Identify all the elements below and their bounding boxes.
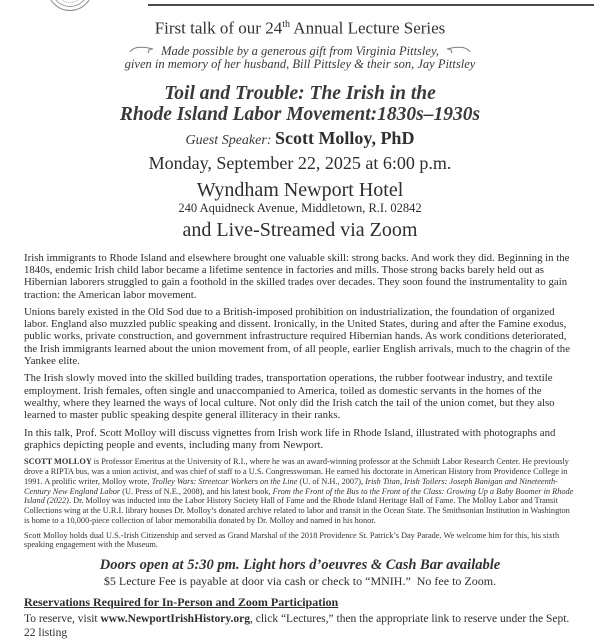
header-divider bbox=[148, 4, 594, 6]
doors-open-line: Doors open at 5:30 pm. Light hors d’oeuvres & Cash Bar available bbox=[99, 557, 501, 574]
reservations-heading: Reservations Required for In-Person and Zoom Participation bbox=[24, 595, 339, 610]
reservation-instructions: To reserve, visit www.NewportIrishHistory.org, click “Lectures,” then the appropriate link to reserve under the Sept. 22 listing bbox=[24, 613, 570, 640]
flourish-left-icon bbox=[129, 45, 155, 57]
guest-speaker-label: Guest Speaker: bbox=[185, 132, 275, 148]
lecture-fee-line: $5 Lecture Fee is payable at door via cash or check to “MNIH.” No fee to Zoom. bbox=[103, 574, 497, 589]
event-title-line-1: Toil and Trouble: The Irish in the bbox=[164, 82, 436, 104]
event-datetime: Monday, September 22, 2025 at 6:00 p.m. bbox=[148, 152, 452, 173]
flourish-right-icon bbox=[445, 45, 471, 57]
dedication-line-2: given in memory of her husband, Bill Pittsley & their son, Jay Pittsley bbox=[124, 57, 476, 72]
museum-seal-icon bbox=[46, 0, 94, 11]
event-title-line-2: Rhode Island Labor Movement:1830s–1930s bbox=[119, 104, 481, 126]
body-paragraph-3: The Irish slowly moved into the skilled building trades, transportation operations, the rubber footwear industry, and textile employment. Irish females, often single and unaccompanied to America, toiled as domestic servants in the homes of the wealthy, where they learned the ways of local culture. Not only did the Irish catch the tail of the union comet, but they also learned to master public speaking despite general illiteracy in their ranks. bbox=[24, 372, 555, 422]
dedication-text-1: Made possible by a generous gift from Virginia Pittsley, bbox=[161, 43, 439, 58]
venue-address: 240 Aquidneck Avenue, Middletown, R.I. 02842 bbox=[178, 200, 422, 215]
series-title: First talk of our 24th Annual Lecture Series bbox=[154, 18, 446, 38]
dedication-line-1 bbox=[24, 45, 576, 59]
speaker-bio: SCOTT MOLLOY is Professor Emeritus at the University of R.I., where he was an award-winning professor at the Schmidt Labor Research Center. He previously drove a RIPTA bus, was a union activist, and was chief of staff to a U.S. Congresswoman. He earned his doctorate in American History from Providence College in 1991. A prolific writer, Molloy wrote, Trolley Wars: Streetcar Workers on the Line (U. of N.H., 2007), Irish Titan, Irish Toilers: Joseph Banigan and Nineteenth-Century New England Labor (U. Press of N.E., 2008), and his latest book, From the Front of the Bus to the Front of the Class: Growing Up a Baby Boomer in Rhode Island (2022). Dr. Molloy was inducted into the Labor History Society Hall of Fame and the Rhode Island Heritage Hall of Fame. The Molloy Labor and Transit Collections wing at the U.R.I. library houses Dr. Molloy’s donated archive related to labor and transit in the Ocean State. The Smithsonian Institution in Washington is home to a 10,000-piece collection of labor memorabilia donated by Dr. Molloy and named in his honor. bbox=[24, 457, 574, 525]
guest-speaker-name: Scott Molloy, PhD bbox=[274, 127, 415, 148]
body-paragraph-1: Irish immigrants to Rhode Island and elsewhere brought one valuable skill: strong backs. And work they did. Beginning in the 1840s, endemic Irish child labor became a lifetime sentence in factories and mills. Those strong backs barely held out as Hibernian laborers struggled to gain a foothold in the skilled trades over decades. They soon found the instrumentality to gain traction: the American labor movement. bbox=[24, 251, 570, 301]
body-paragraph-4: In this talk, Prof. Scott Molloy will discuss vignettes from Irish work life in Rhode Island, illustrated with photographs and graphics depicting people and events, including many from Newport. bbox=[24, 426, 556, 451]
venue-name: Wyndham Newport Hotel bbox=[196, 178, 404, 201]
citizenship-paragraph: Scott Molloy holds dual U.S.-Irish Citizenship and served as Grand Marshal of the 2018 Providence St. Patrick’s Day Parade. We welcome him for this, his sixth speaking engagement with the Museum. bbox=[24, 530, 560, 550]
body-paragraph-2: Unions barely existed in the Old Sod due to a British-imposed prohibition on industrialization, the foundation of organized labor. England also muzzled public speaking and dissent. Ironically, in the United States, during and after the Famine exodus, public works, private construction, and government infrastructure required Hibernian hands. As work conditions deteriorated, the Irish immigrants learned about the union movement from, of all people, earlier English arrivals, much to the chagrin of the Yankee elite. bbox=[24, 305, 570, 368]
livestream-line: and Live-Streamed via Zoom bbox=[182, 218, 418, 241]
guest-speaker-line bbox=[24, 128, 576, 151]
ordinal-superscript: th bbox=[282, 19, 290, 30]
